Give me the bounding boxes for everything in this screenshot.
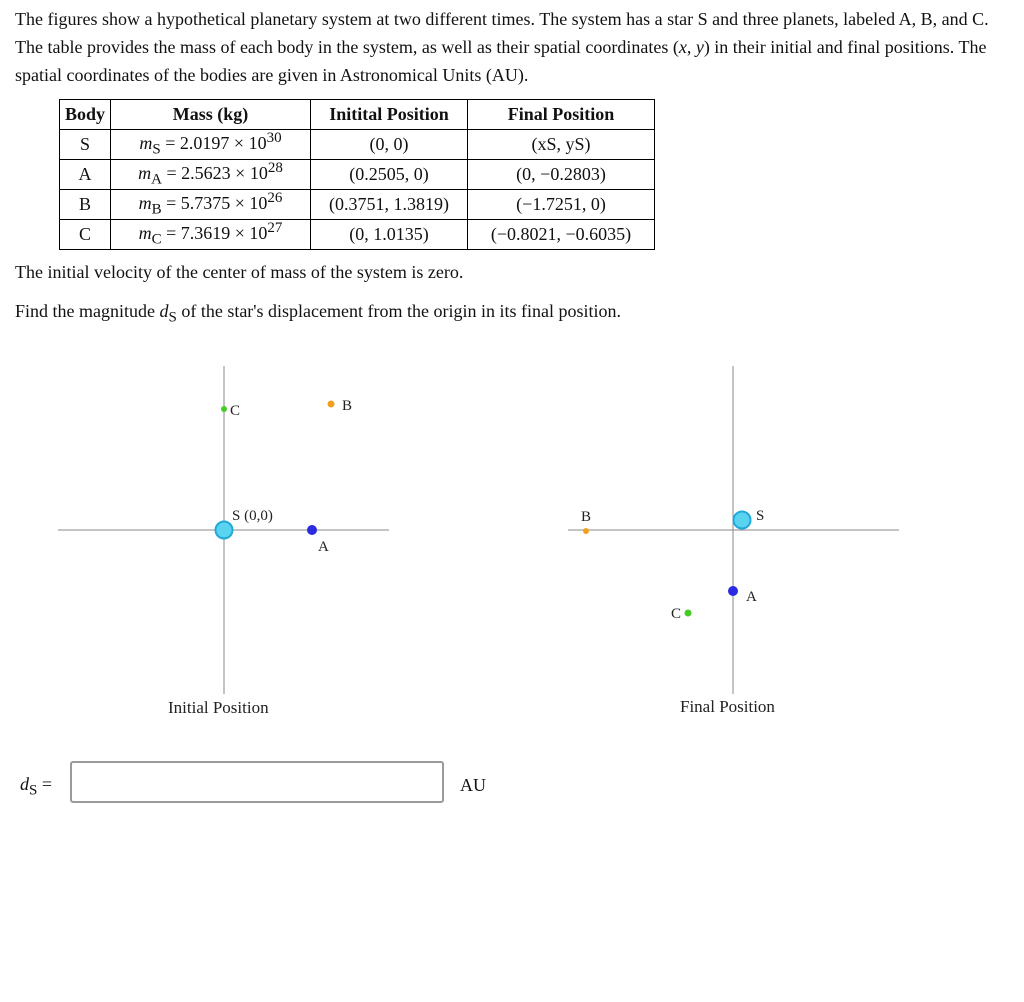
mass-exponent: 28 [267,160,283,177]
mass-value: = 2.0197 × 10 [160,133,267,154]
initial-planet-c [221,406,227,412]
final-star-s [734,512,751,529]
initial-label-a: A [318,539,329,555]
intro-var-x: x [678,37,687,57]
header-final-position: Final Position [468,100,655,130]
mass-subscript: B [151,201,162,218]
initial-caption: Initial Position [168,698,269,717]
final-position-figure [568,366,899,716]
mass-symbol: m [138,193,152,214]
mass-symbol: m [138,163,152,184]
mass-symbol: m [139,133,153,154]
question-text-pre: Find the magnitude [15,301,160,321]
initial-label-s: S (0,0) [232,508,273,524]
initial-planet-a [307,525,317,535]
mass-value: = 5.7375 × 10 [161,193,268,214]
final-label-a: A [746,589,757,605]
answer-subscript: S [29,782,38,799]
displacement-answer-input[interactable] [70,761,444,803]
intro-text-2: ) in their initial and final positions. The spatial coordinates of the bodies are given in Astronomical Units (AU). [15,37,987,85]
question-var: d [159,301,169,321]
cell-initial: (0.2505, 0) [311,160,468,190]
intro-comma: , [686,37,696,57]
mass-subscript: A [151,171,163,188]
answer-equals: = [37,774,52,794]
initial-star-s [216,522,233,539]
question-text-post: of the star's displacement from the origin in its final position. [176,301,621,321]
initial-label-b: B [342,398,353,414]
cell-final: (−1.7251, 0) [468,190,655,220]
cell-body: B [60,190,111,220]
header-body: Body [60,100,111,130]
initial-label-c: C [230,403,241,419]
final-planet-a [728,586,738,596]
cell-body: S [60,130,111,160]
cell-body: C [60,220,111,250]
mass-exponent: 27 [267,220,283,237]
mass-value: = 2.5623 × 10 [162,163,268,184]
cell-initial: (0, 0) [311,130,468,160]
header-initial-position: Initital Position [311,100,468,130]
final-caption: Final Position [680,697,775,716]
cell-initial: (0, 1.0135) [311,220,468,250]
statement: The initial velocity of the center of mass of the system is zero. [15,262,464,282]
final-label-s: S [756,508,765,524]
mass-value: = 7.3619 × 10 [161,223,268,244]
intro-var-y: y [695,37,704,57]
answer-unit: AU [460,775,486,795]
cell-final: (0, −0.2803) [468,160,655,190]
mass-exponent: 30 [266,130,282,147]
final-planet-b [583,528,589,534]
mass-symbol: m [138,223,152,244]
cell-final: (xS, yS) [468,130,655,160]
header-mass: Mass (kg) [111,100,311,130]
answer-var: d [20,774,29,794]
cell-initial: (0.3751, 1.3819) [311,190,468,220]
initial-position-figure [58,366,389,717]
answer-label [20,774,52,800]
cell-final: (−0.8021, −0.6035) [468,220,655,250]
mass-subscript: S [152,141,161,158]
question-subscript: S [168,309,177,326]
mass-subscript: C [151,231,162,248]
mass-exponent: 26 [267,190,283,207]
intro-text-1: The figures show a hypothetical planetary system at two different times. The system has a star S and three planets, labeled A, B, and C. The table provides the mass of each body in the system, as well as their spatial coordinates ( [15,9,989,57]
final-label-c: C [671,606,682,622]
final-planet-c [685,610,692,617]
cell-body: A [60,160,111,190]
initial-planet-b [328,401,335,408]
final-label-b: B [581,509,592,525]
